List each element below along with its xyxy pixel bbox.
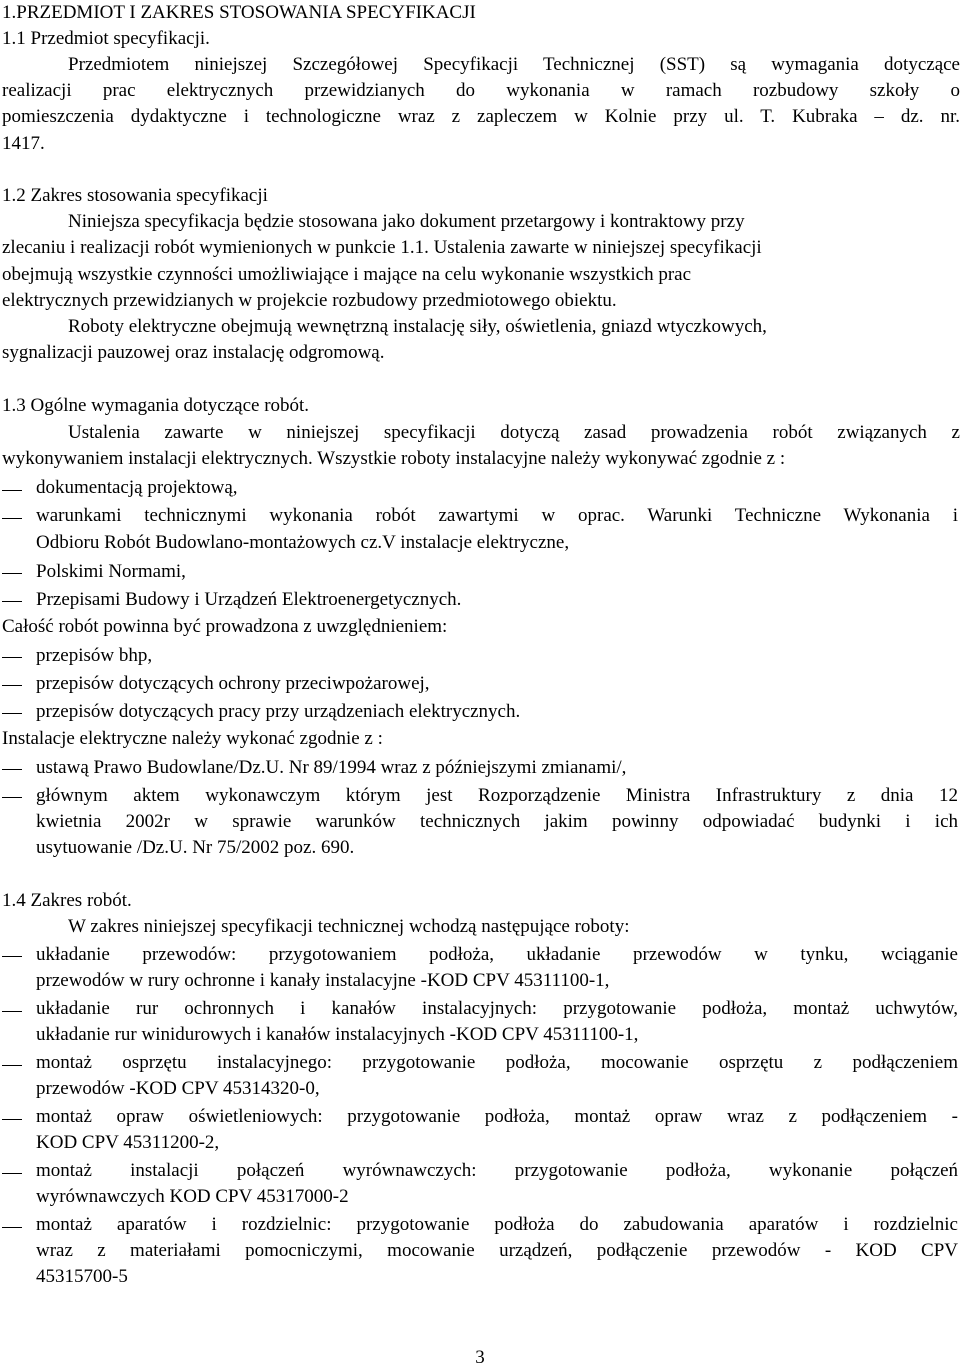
list-item: montaż opraw oświetleniowych: przygotowanie podłoża, montaż opraw wraz z podłączeniem - bbox=[36, 1106, 958, 1127]
list-item: Polskimi Normami, bbox=[36, 561, 186, 582]
list-dash bbox=[2, 1227, 22, 1228]
list-dash bbox=[2, 1065, 22, 1066]
list-item: usytuowanie /Dz.U. Nr 75/2002 poz. 690. bbox=[36, 837, 355, 858]
page-number: 3 bbox=[475, 1347, 485, 1368]
paragraph-line: Ustalenia zawarte w niniejszej specyfikacji dotyczą zasad prowadzenia robót związanych z bbox=[68, 422, 960, 443]
subsection-title: 1.4 Zakres robót. bbox=[2, 890, 132, 911]
list-dash bbox=[2, 685, 22, 686]
list-item: przepisów dotyczących ochrony przeciwpożarowej, bbox=[36, 673, 430, 694]
list-item: 45315700-5 bbox=[36, 1266, 128, 1287]
paragraph-line: Całość robót powinna być prowadzona z uwzględnieniem: bbox=[2, 616, 448, 637]
list-dash bbox=[2, 1119, 22, 1120]
paragraph-line: 1417. bbox=[2, 133, 45, 154]
section-heading: 1.PRZEDMIOT I ZAKRES STOSOWANIA SPECYFIKACJI bbox=[2, 2, 476, 23]
paragraph-line: Niniejsza specyfikacja będzie stosowana jako dokument przetargowy i kontraktowy przy bbox=[68, 211, 745, 232]
subsection-title: 1.1 Przedmiot specyfikacji. bbox=[2, 28, 210, 49]
paragraph-line: wykonywaniem instalacji elektrycznych. Wszystkie roboty instalacyjne należy wykonywać zgodnie z : bbox=[2, 448, 786, 469]
paragraph-line: W zakres niniejszej specyfikacji technicznej wchodzą następujące roboty: bbox=[68, 916, 630, 937]
list-item: przewodów -KOD CPV 45314320-0, bbox=[36, 1078, 320, 1099]
list-dash bbox=[2, 657, 22, 658]
list-item: montaż instalacji połączeń wyrównawczych: przygotowanie podłoża, wykonanie połączeń bbox=[36, 1160, 958, 1181]
paragraph-line: Roboty elektryczne obejmują wewnętrzną instalację siły, oświetlenia, gniazd wtyczkowych, bbox=[68, 316, 767, 337]
paragraph-line: zlecaniu i realizacji robót wymienionych w punkcie 1.1. Ustalenia zawarte w niniejszej specyfikacji bbox=[2, 237, 762, 258]
paragraph-line: sygnalizacji pauzowej oraz instalację odgromową. bbox=[2, 342, 385, 363]
list-item: głównym aktem wykonawczym którym jest Rozporządzenie Ministra Infrastruktury z dnia 12 bbox=[36, 785, 958, 806]
list-dash bbox=[2, 769, 22, 770]
list-item: kwietnia 2002r w sprawie warunków technicznych jakim powinny odpowiadać budynki i ich bbox=[36, 811, 958, 832]
list-item: przepisów bhp, bbox=[36, 645, 153, 666]
subsection-title: 1.2 Zakres stosowania specyfikacji bbox=[2, 185, 268, 206]
list-item: dokumentacją projektową, bbox=[36, 477, 238, 498]
list-dash bbox=[2, 1173, 22, 1174]
list-item: wyrównawczych KOD CPV 45317000-2 bbox=[36, 1186, 349, 1207]
list-item: przepisów dotyczących pracy przy urządzeniach elektrycznych. bbox=[36, 701, 521, 722]
list-dash bbox=[2, 797, 22, 798]
list-item: układanie rur ochronnych i kanałów instalacyjnych: przygotowanie podłoża, montaż uchwytów, bbox=[36, 998, 958, 1019]
paragraph-line: elektrycznych przewidzianych w projekcie rozbudowy przedmiotowego obiektu. bbox=[2, 290, 617, 311]
list-item: układanie rur winidurowych i kanałów instalacyjnych -KOD CPV 45311100-1, bbox=[36, 1024, 639, 1045]
list-item: przewodów w rury ochronne i kanały instalacyjne -KOD CPV 45311100-1, bbox=[36, 970, 610, 991]
list-item: montaż osprzętu instalacyjnego: przygotowanie podłoża, mocowanie osprzętu z podłączeniem bbox=[36, 1052, 958, 1073]
paragraph-line: pomieszczenia dydaktyczne i technologiczne wraz z zapleczem w Kolnie przy ul. T. Kubraka – dz. nr. bbox=[2, 106, 960, 127]
subsection-title: 1.3 Ogólne wymagania dotyczące robót. bbox=[2, 395, 310, 416]
list-item: montaż aparatów i rozdzielnic: przygotowanie podłoża do zabudowania aparatów i rozdzielnic bbox=[36, 1214, 958, 1235]
list-dash bbox=[2, 1011, 22, 1012]
list-item: ustawą Prawo Budowlane/Dz.U. Nr 89/1994 wraz z późniejszymi zmianami/, bbox=[36, 757, 627, 778]
list-dash bbox=[2, 713, 22, 714]
paragraph-line: Przedmiotem niniejszej Szczegółowej Specyfikacji Technicznej (SST) są wymagania dotyczące bbox=[68, 54, 960, 75]
list-item: Przepisami Budowy i Urządzeń Elektroenergetycznych. bbox=[36, 589, 462, 610]
paragraph-line: realizacji prac elektrycznych przewidzianych do wykonania w ramach rozbudowy szkoły o bbox=[2, 80, 960, 101]
list-item: układanie przewodów: przygotowaniem podłoża, układanie przewodów w tynku, wciąganie bbox=[36, 944, 958, 965]
list-dash bbox=[2, 573, 22, 574]
list-dash bbox=[2, 490, 22, 491]
list-item: wraz z materiałami pomocniczymi, mocowanie urządzeń, podłączenie przewodów - KOD CPV bbox=[36, 1240, 958, 1261]
list-dash bbox=[2, 956, 22, 957]
paragraph-line: obejmują wszystkie czynności umożliwiające i mające na celu wykonanie wszystkich prac bbox=[2, 264, 692, 285]
list-dash bbox=[2, 518, 22, 519]
list-dash bbox=[2, 601, 22, 602]
list-item: Odbioru Robót Budowlano-montażowych cz.V instalacje elektryczne, bbox=[36, 532, 570, 553]
list-item: warunkami technicznymi wykonania robót zawartymi w oprac. Warunki Techniczne Wykonania i bbox=[36, 505, 958, 526]
list-item: KOD CPV 45311200-2, bbox=[36, 1132, 220, 1153]
paragraph-line: Instalacje elektryczne należy wykonać zgodnie z : bbox=[2, 728, 383, 749]
